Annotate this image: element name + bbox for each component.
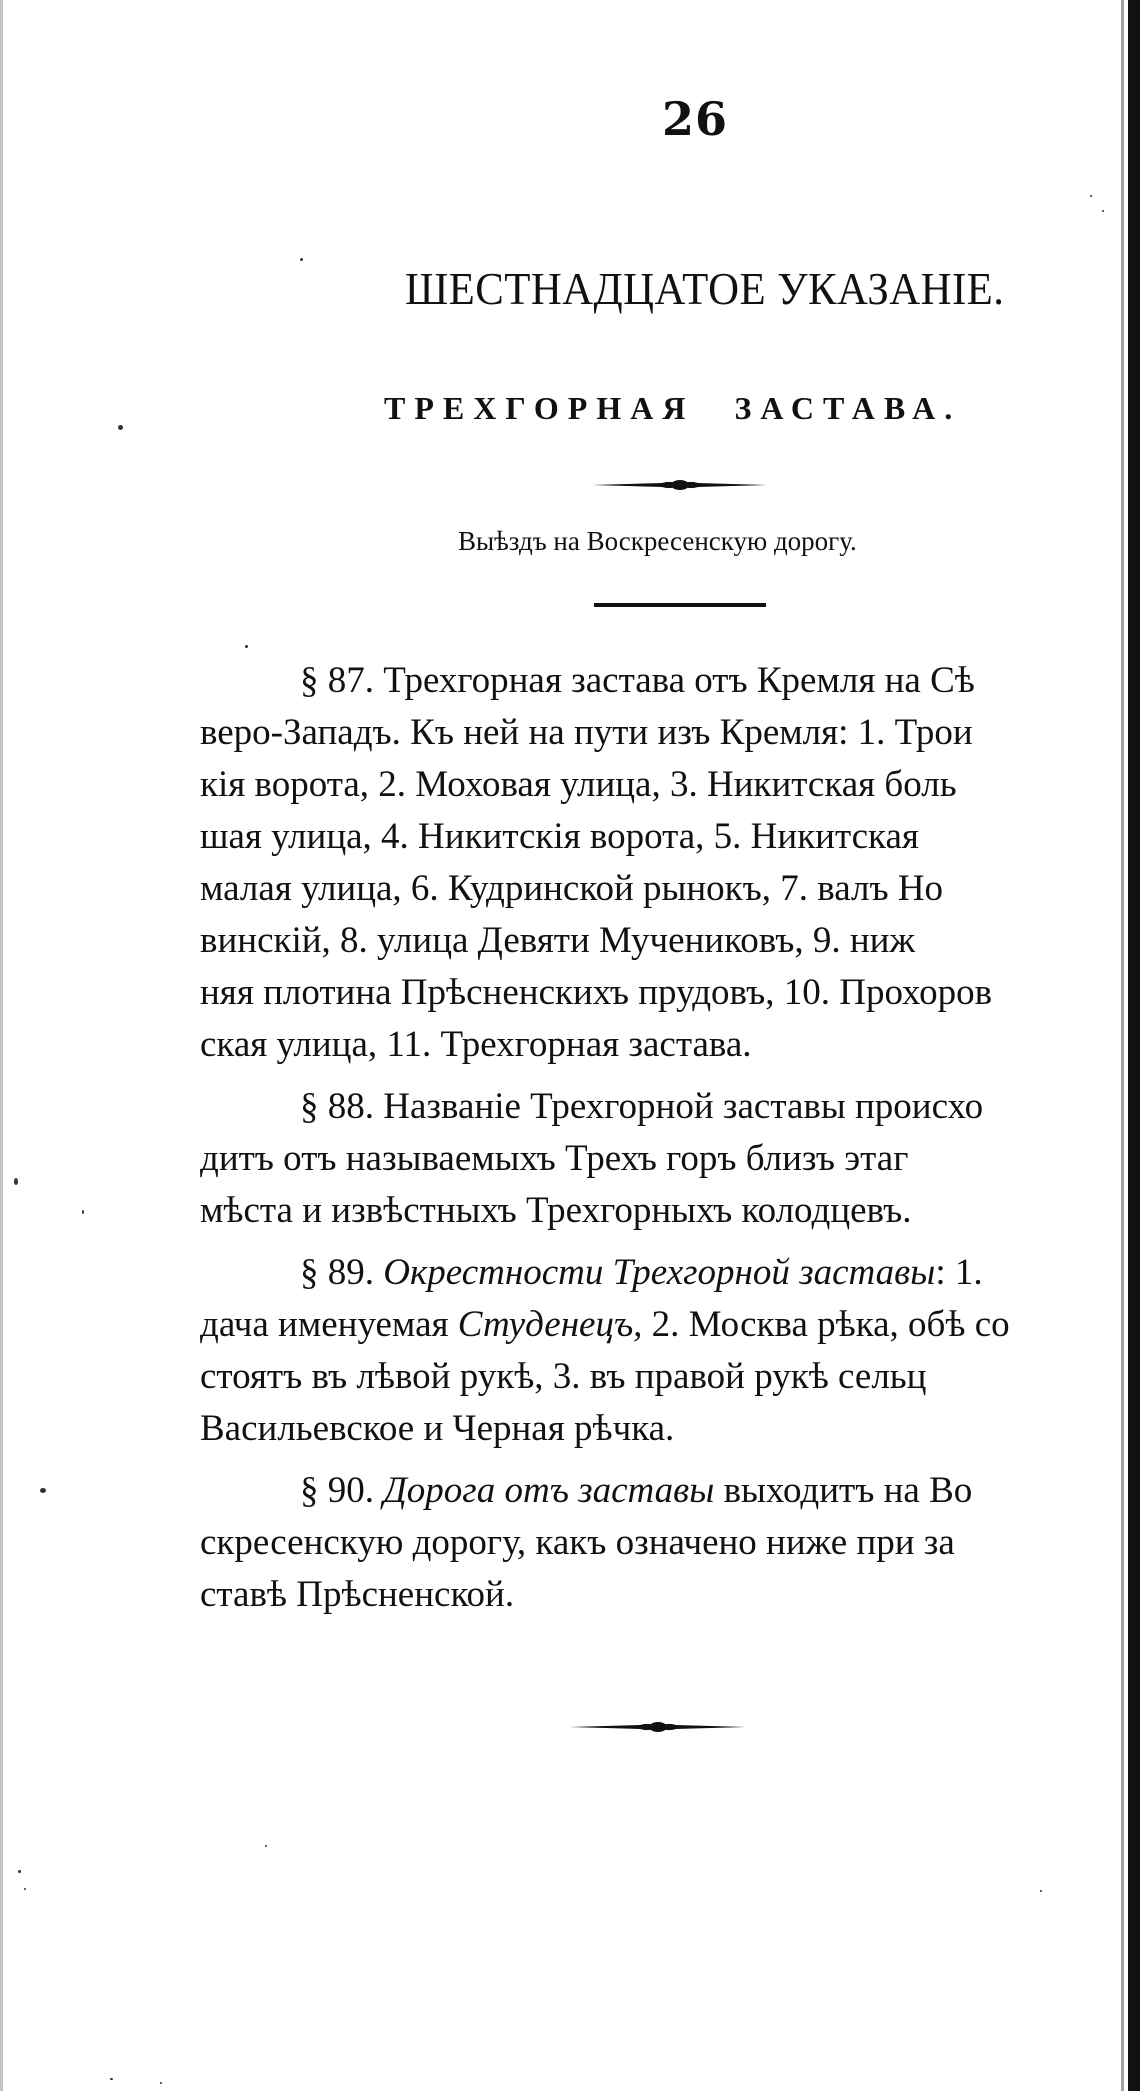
text-span: : 1. — [935, 1252, 983, 1293]
ornament-divider-bottom — [570, 1720, 746, 1734]
text-line: § 87. Трехгорная застава отъ Кремля на Сѣ — [300, 660, 975, 701]
paragraph-89 — [200, 1247, 1128, 1455]
section-heading: ШЕСТНАДЦАТОЕ УКАЗАНІЕ. — [405, 263, 1005, 314]
text-span: 2. Москва рѣка, обѣ со — [651, 1304, 1010, 1345]
paragraph-87 — [200, 655, 1128, 1071]
text-line: ская улица, 11. Трехгорная застава. — [200, 1024, 752, 1065]
section-number: § 89. — [300, 1252, 374, 1293]
text-span: дача именуемая — [200, 1304, 449, 1345]
ornament-divider-top — [592, 478, 768, 492]
text-line: § 88. Названіе Трехгорной заставы происхо — [300, 1086, 984, 1127]
text-line: малая улица, 6. Кудринской рынокъ, 7. валъ Но — [200, 868, 944, 909]
text-line — [200, 1465, 1128, 1517]
text-line: шая улица, 4. Никитскія ворота, 5. Никитская — [200, 816, 919, 857]
text-line: мѣста и извѣстныхъ Трехгорныхъ колодцевъ. — [200, 1190, 912, 1231]
section-title-word-1: ТРЕХГОРНАЯ — [384, 390, 695, 426]
page-right-edge — [1128, 0, 1140, 2091]
text-line: веро-Западъ. Къ ней на пути изъ Кремля: 1. Трои — [200, 712, 973, 753]
text-line: ставѣ Прѣсненской. — [200, 1574, 515, 1615]
text-line: няя плотина Прѣсненскихъ прудовъ, 10. Прохоров — [200, 972, 993, 1013]
text-line: скресенскую дорогу, какъ означено ниже при за — [200, 1522, 955, 1563]
body-text — [200, 655, 1128, 1621]
section-title-word-2: ЗАСТАВА. — [734, 390, 962, 426]
paragraph-90 — [200, 1465, 1128, 1621]
paragraph-88 — [200, 1081, 1128, 1237]
italic-phrase: Дорога отъ заставы — [383, 1470, 715, 1511]
section-number: § 90. — [300, 1470, 374, 1511]
subheading: Выѣздъ на Воскресенскую дорогу. — [458, 526, 857, 556]
section-title — [384, 390, 1024, 427]
page-number: 26 — [661, 92, 728, 146]
text-span: выходитъ на Во — [723, 1470, 973, 1511]
text-line: стоятъ въ лѣвой рукѣ, 3. въ правой рукѣ сельц — [200, 1356, 927, 1397]
italic-phrase: Студенецъ, — [457, 1304, 643, 1345]
text-line — [200, 1299, 1128, 1351]
text-line — [200, 1247, 1128, 1299]
text-line: кія ворота, 2. Моховая улица, 3. Никитская боль — [200, 764, 957, 805]
text-line: винскій, 8. улица Девяти Мучениковъ, 9. ниж — [200, 920, 916, 961]
horizontal-rule — [594, 603, 766, 607]
text-line: Васильевское и Черная рѣчка. — [200, 1408, 675, 1449]
italic-phrase: Окрестности Трехгорной заставы — [383, 1252, 936, 1293]
text-line: дитъ отъ называемыхъ Трехъ горъ близъ этаг — [200, 1138, 909, 1179]
